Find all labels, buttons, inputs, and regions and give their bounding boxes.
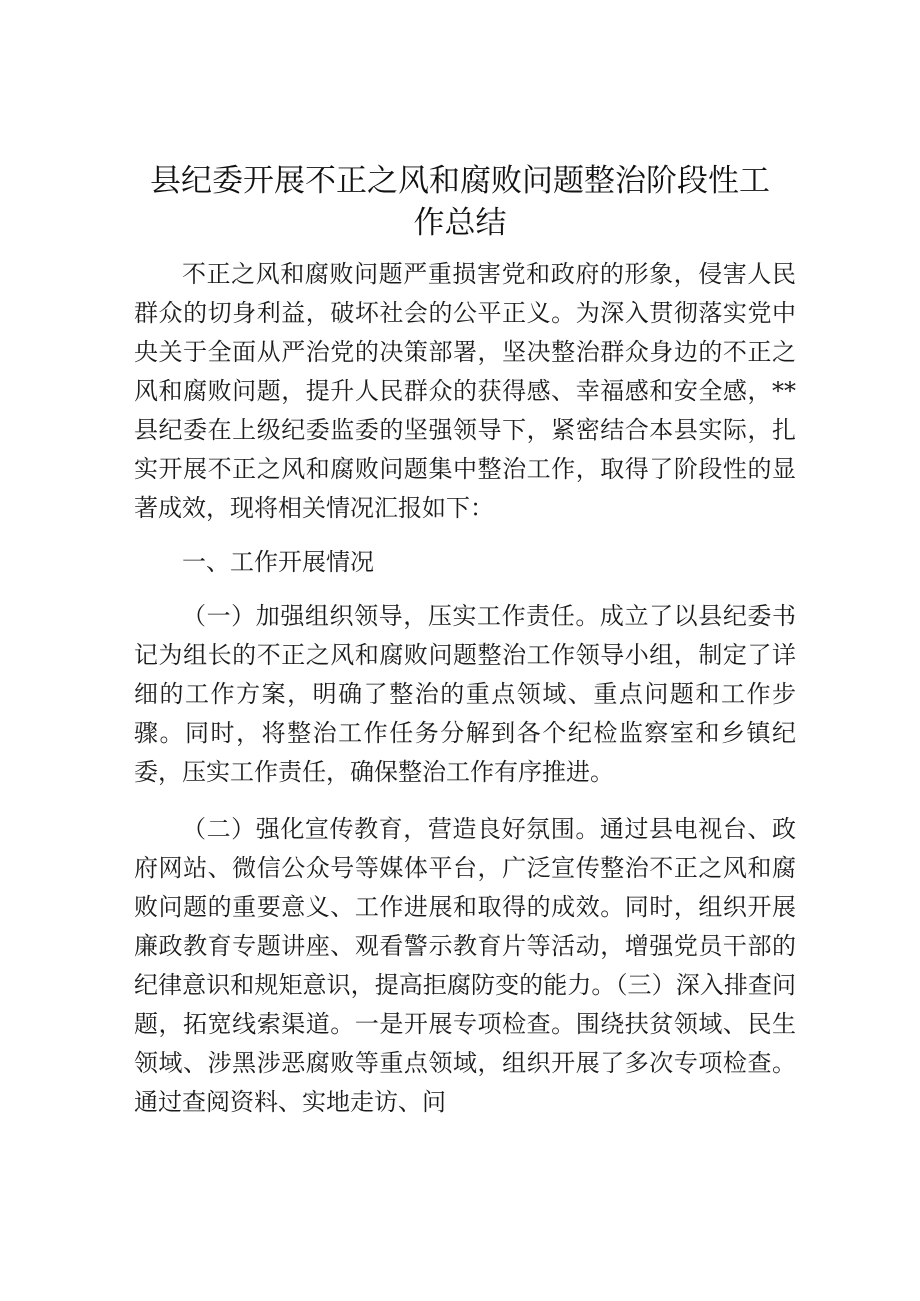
- intro-paragraph: 不正之风和腐败问题严重损害党和政府的形象，侵害人民群众的切身利益，破坏社会的公平正义。为深入贯彻落实党中央关于全面从严治党的决策部署，坚决整治群众身边的不正之风和腐败问题，提升人民群众的获得感、幸福感和安全感，**县纪委在上级纪委监委的坚强领导下，紧密结合本县实际，扎实开展不正之风和腐败问题集中整治工作，取得了阶段性的显著成效，现将相关情况汇报如下：: [134, 260, 796, 522]
- paragraph-organization: （一）加强组织领导，压实工作责任。成立了以县纪委书记为组长的不正之风和腐败问题整治工作领导小组，制定了详细的工作方案，明确了整治的重点领域、重点问题和工作步骤。同时，将整治工作任务分解到各个纪检监察室和乡镇纪委，压实工作责任，确保整治工作有序推进。: [134, 602, 796, 786]
- paragraph-publicity: （二）强化宣传教育，营造良好氛围。通过县电视台、政府网站、微信公众号等媒体平台，广泛宣传整治不正之风和腐败问题的重要意义、工作进展和取得的成效。同时，组织开展廉政教育专题讲座、观看警示教育片等活动，增强党员干部的纪律意识和规矩意识，提高拒腐防变的能力。（三）深入排查问题，拓宽线索渠道。一是开展专项检查。围绕扶贫领域、民生领域、涉黑涉恶腐败等重点领域，组织开展了多次专项检查。通过查阅资料、实地走访、问: [134, 815, 796, 1116]
- page-title: 县纪委开展不正之风和腐败问题整治阶段性工作总结: [150, 163, 770, 241]
- section-heading: 一、工作开展情况: [182, 548, 374, 576]
- document-body: [134, 255, 796, 1122]
